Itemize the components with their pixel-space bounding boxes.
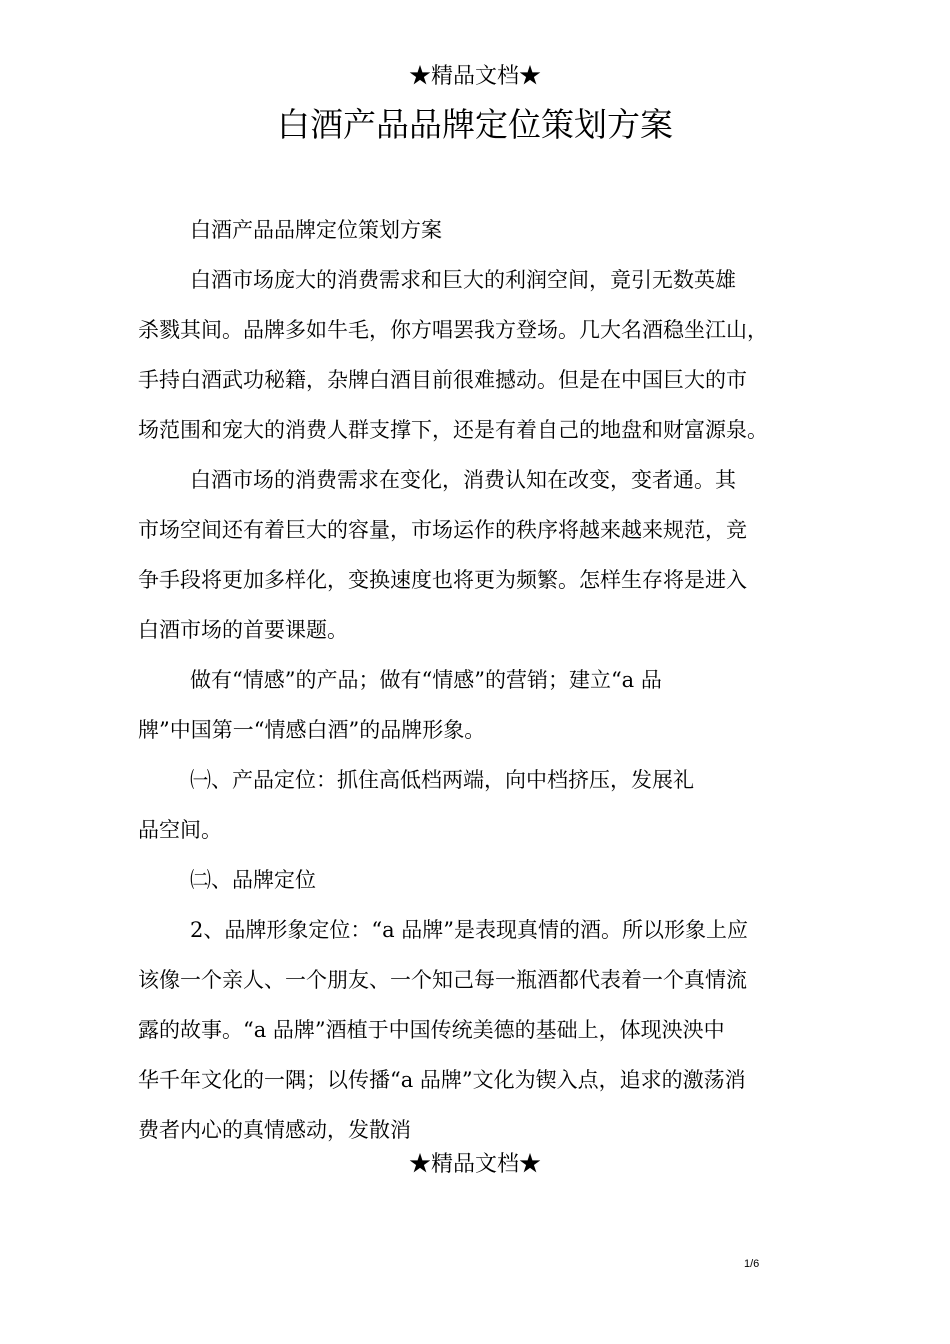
paragraph-line: 露的故事。“a 品牌”酒植于中国传统美德的基础上，体现泱泱中 (138, 1018, 725, 1042)
paragraph-line: 市场空间还有着巨大的容量，市场运作的秩序将越来越来规范，竞 (138, 518, 747, 542)
paragraph-line: 白酒产品品牌定位策划方案 (190, 218, 442, 242)
paragraph-line: ㈠、产品定位：抓住高低档两端，向中档挤压，发展礼 (190, 768, 694, 792)
paragraph-line: 该像一个亲人、一个朋友、一个知己每一瓶酒都代表着一个真情流 (138, 968, 747, 992)
header-mark: ★精品文档★ (408, 64, 541, 89)
paragraph (138, 905, 838, 1155)
paragraph-line: 白酒市场庞大的消费需求和巨大的利润空间，竟引无数英雄 (190, 268, 736, 292)
paragraph-line: 华千年文化的一隅；以传播“a 品牌”文化为锲入点，追求的激荡消 (138, 1068, 746, 1092)
paragraph-line: 牌”中国第一“情感白酒”的品牌形象。 (138, 718, 486, 742)
paragraph (138, 855, 838, 905)
paragraph-line: 做有“情感”的产品；做有“情感”的营销；建立“a 品 (190, 668, 662, 692)
paragraph-line: 品空间。 (138, 818, 222, 842)
paragraph-line: 白酒市场的消费需求在变化，消费认知在改变，变者通。其 (190, 468, 736, 492)
paragraph-line: ㈡、品牌定位 (190, 868, 316, 892)
paragraph (138, 255, 838, 455)
paragraph (138, 655, 838, 755)
paragraph-line: 手持白酒武功秘籍，杂牌白酒目前很难撼动。但是在中国巨大的市 (138, 368, 747, 392)
paragraph-line: 杀戮其间。品牌多如牛毛，你方唱罢我方登场。几大名酒稳坐江山， (138, 318, 768, 342)
paragraph-line: 2、品牌形象定位：“a 品牌”是表现真情的酒。所以形象上应 (190, 918, 749, 942)
page-number: 1/6 (744, 1258, 760, 1270)
paragraph-line: 争手段将更加多样化，变换速度也将更为频繁。怎样生存将是进入 (138, 568, 747, 592)
paragraph (138, 455, 838, 655)
paragraph (138, 755, 838, 855)
footer-mark: ★精品文档★ (408, 1152, 541, 1177)
paragraph-line: 费者内心的真情感动，发散消 (138, 1118, 411, 1142)
paragraph-line: 场范围和宠大的消费人群支撑下，还是有着自己的地盘和财富源泉。 (138, 418, 768, 442)
document-body (138, 205, 838, 1155)
paragraph-line: 白酒市场的首要课题。 (138, 618, 348, 642)
paragraph (138, 205, 838, 255)
document-title: 白酒产品品牌定位策划方案 (277, 105, 673, 144)
